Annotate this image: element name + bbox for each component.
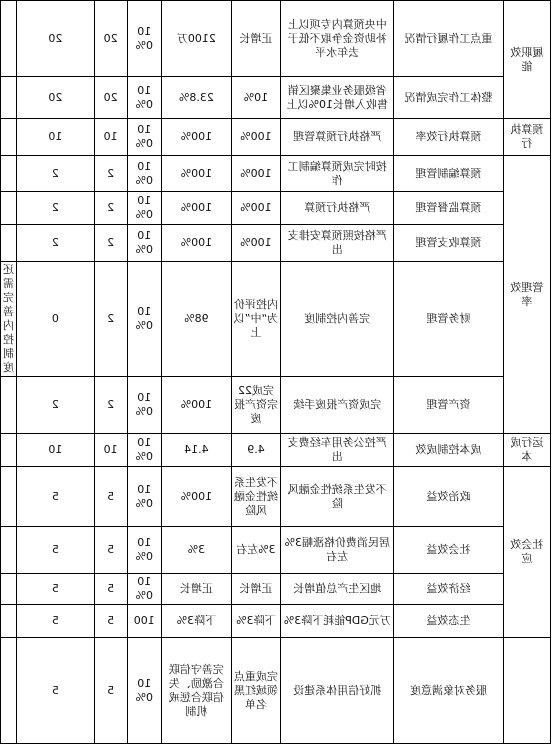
category-cell: 运行成本 xyxy=(503,434,550,467)
score-cell: 5 xyxy=(17,467,95,527)
actual-cell: 4.9 xyxy=(231,434,280,467)
remark-cell xyxy=(1,225,17,262)
category-cell: 管理效率 xyxy=(503,156,550,434)
completion-cell: 100% xyxy=(161,377,231,434)
indicator-cell: 预算收支管理 xyxy=(394,225,503,262)
remark-cell xyxy=(1,434,17,467)
weight-cell: 10 xyxy=(94,119,127,156)
table-row xyxy=(1,192,551,225)
table-row xyxy=(1,77,551,119)
table-row xyxy=(1,434,551,467)
rate-cell: 100% xyxy=(127,156,161,192)
rate-cell: 100% xyxy=(127,192,161,225)
score-cell: 10 xyxy=(17,434,95,467)
table-row xyxy=(1,119,551,156)
completion-cell: 100% xyxy=(161,119,231,156)
actual-cell: 100% xyxy=(231,225,280,262)
remark-cell xyxy=(1,77,17,119)
indicator-cell: 重点工作履行情况 xyxy=(394,1,503,77)
weight-cell: 5 xyxy=(94,467,127,527)
rate-cell: 100% xyxy=(127,119,161,156)
completion-cell: 下降3% xyxy=(161,605,231,638)
completion-cell: 正增长 xyxy=(161,574,231,605)
actual-cell: 正增长 xyxy=(231,1,280,77)
completion-cell: 4.14 xyxy=(161,434,231,467)
target-cell: 省级服务业集聚区销售收入增长10%以上 xyxy=(281,77,394,119)
weight-cell: 5 xyxy=(94,638,127,744)
score-cell: 2 xyxy=(17,156,95,192)
score-cell: 10 xyxy=(17,119,95,156)
category-cell: 履职效能 xyxy=(503,1,550,119)
rate-cell: 100% xyxy=(127,527,161,574)
category-cell: 预算执行 xyxy=(503,119,550,156)
target-cell: 完善内控制度 xyxy=(281,262,394,377)
indicator-cell: 社会效益 xyxy=(394,527,503,574)
remark-cell xyxy=(1,119,17,156)
completion-cell: 完善守信联合激励、失信联合惩戒机制 xyxy=(161,638,231,744)
target-cell: 地区生产总值增长 xyxy=(281,574,394,605)
completion-cell: 3% xyxy=(161,527,231,574)
remark-cell xyxy=(1,467,17,527)
indicator-cell: 财务管理 xyxy=(394,262,503,377)
score-cell: 20 xyxy=(17,1,95,77)
rate-cell: 100% xyxy=(127,377,161,434)
completion-cell: 100% xyxy=(161,467,231,527)
category-cell: 社会效应 xyxy=(503,467,550,638)
score-cell: 5 xyxy=(17,605,95,638)
rate-cell: 100% xyxy=(127,574,161,605)
score-cell: 20 xyxy=(17,77,95,119)
target-cell: 不发生系统性金融风险 xyxy=(281,467,394,527)
remark-cell xyxy=(1,192,17,225)
target-cell: 抓好信用体系建设 xyxy=(281,638,394,744)
indicator-cell: 预算编制管理 xyxy=(394,156,503,192)
target-cell: 严格执行预算管理 xyxy=(281,119,394,156)
actual-cell: 3%左右 xyxy=(231,527,280,574)
actual-cell: 不发生系统性金融风险 xyxy=(231,467,280,527)
completion-cell: 23.8% xyxy=(161,77,231,119)
table-row xyxy=(1,225,551,262)
table-row xyxy=(1,156,551,192)
weight-cell: 5 xyxy=(94,605,127,638)
table-row xyxy=(1,262,551,377)
target-cell: 严格按照预算安排支出 xyxy=(281,225,394,262)
weight-cell: 2 xyxy=(94,192,127,225)
actual-cell: 100% xyxy=(231,119,280,156)
table-row xyxy=(1,527,551,574)
rate-cell: 100% xyxy=(127,77,161,119)
indicator-cell: 生态效益 xyxy=(394,605,503,638)
weight-cell: 2 xyxy=(94,377,127,434)
weight-cell: 5 xyxy=(94,574,127,605)
rate-cell: 100% xyxy=(127,262,161,377)
indicator-cell: 政治效益 xyxy=(394,467,503,527)
target-cell: 居民消费价格涨幅3%左右 xyxy=(281,527,394,574)
indicator-cell: 资产管理 xyxy=(394,377,503,434)
completion-cell: 100% xyxy=(161,156,231,192)
indicator-cell: 预算监督管理 xyxy=(394,192,503,225)
target-cell: 中央预算内专项以上补助资金争取不低于去年水平 xyxy=(281,1,394,77)
indicator-cell: 成本控制成效 xyxy=(394,434,503,467)
score-cell: 5 xyxy=(17,527,95,574)
target-cell: 万元GDP能耗下降3% xyxy=(281,605,394,638)
score-cell: 0 xyxy=(17,262,95,377)
table-row xyxy=(1,574,551,605)
table-row xyxy=(1,605,551,638)
actual-cell: 100% xyxy=(231,192,280,225)
actual-cell: 完成22宗资产报废 xyxy=(231,377,280,434)
remark-cell xyxy=(1,605,17,638)
score-cell: 2 xyxy=(17,377,95,434)
weight-cell: 2 xyxy=(94,262,127,377)
target-cell: 按时完成预算编制工作 xyxy=(281,156,394,192)
actual-cell: 完成重点领域红黑名单 xyxy=(231,638,280,744)
actual-cell: 正增长 xyxy=(231,574,280,605)
table-row xyxy=(1,377,551,434)
completion-cell: 98% xyxy=(161,262,231,377)
remark-cell xyxy=(1,1,17,77)
score-cell: 5 xyxy=(17,638,95,744)
remark-cell xyxy=(1,377,17,434)
rate-cell: 100 xyxy=(127,605,161,638)
score-cell: 2 xyxy=(17,225,95,262)
rate-cell: 100% xyxy=(127,467,161,527)
indicator-cell: 经济效益 xyxy=(394,574,503,605)
remark-cell xyxy=(1,527,17,574)
score-cell: 2 xyxy=(17,192,95,225)
score-cell: 5 xyxy=(17,574,95,605)
indicator-cell: 服务对象满意度 xyxy=(394,638,503,744)
actual-cell: 100% xyxy=(231,156,280,192)
target-cell: 完成资产报废手续 xyxy=(281,377,394,434)
remark-cell: 还需完善内控制度 xyxy=(1,262,17,377)
target-cell: 严格执行预算 xyxy=(281,192,394,225)
weight-cell: 2 xyxy=(94,225,127,262)
rate-cell: 100% xyxy=(127,434,161,467)
weight-cell: 20 xyxy=(94,77,127,119)
table-row xyxy=(1,1,551,77)
remark-cell xyxy=(1,574,17,605)
table-row xyxy=(1,467,551,527)
weight-cell: 10 xyxy=(94,434,127,467)
actual-cell: 内控评价为“中”以上 xyxy=(231,262,280,377)
completion-cell: 100% xyxy=(161,192,231,225)
actual-cell: 10% xyxy=(231,77,280,119)
rate-cell: 100% xyxy=(127,638,161,744)
remark-cell xyxy=(1,156,17,192)
indicator-cell: 预算执行效率 xyxy=(394,119,503,156)
target-cell: 严控公务用车经费支出 xyxy=(281,434,394,467)
completion-cell: 100% xyxy=(161,225,231,262)
rate-cell: 100% xyxy=(127,1,161,77)
indicator-cell: 整体工作完成情况 xyxy=(394,77,503,119)
weight-cell: 20 xyxy=(94,1,127,77)
completion-cell: 2100万 xyxy=(161,1,231,77)
actual-cell: 下降3% xyxy=(231,605,280,638)
weight-cell: 2 xyxy=(94,156,127,192)
rate-cell: 100% xyxy=(127,225,161,262)
weight-cell: 5 xyxy=(94,527,127,574)
